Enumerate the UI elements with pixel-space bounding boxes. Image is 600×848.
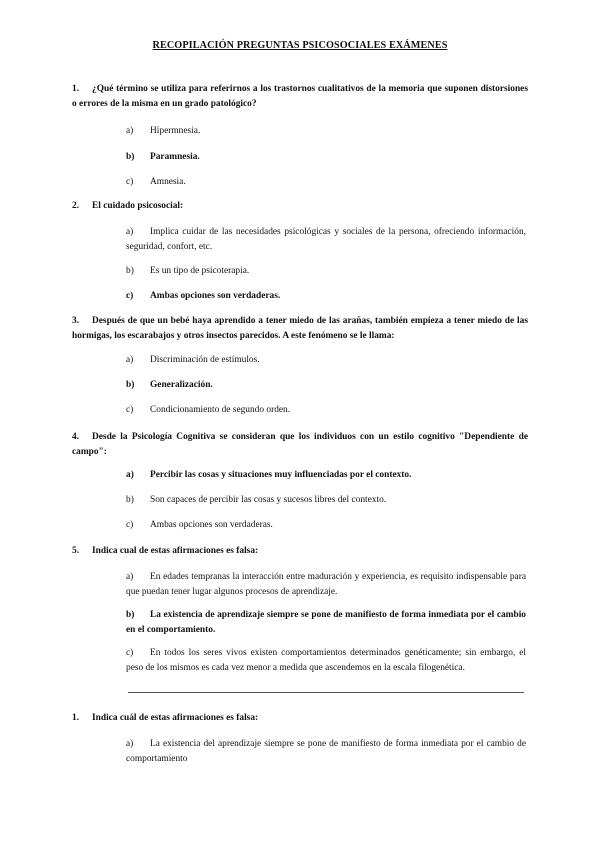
option-letter: b) bbox=[126, 380, 135, 390]
question-2 bbox=[72, 199, 528, 214]
question-number: 5. bbox=[72, 546, 80, 556]
question-number: 4. bbox=[72, 432, 80, 442]
option-3b bbox=[126, 378, 526, 393]
option-text: Hipermnesia. bbox=[150, 126, 201, 136]
question-6 bbox=[72, 711, 528, 726]
option-letter: a) bbox=[126, 739, 134, 749]
option-text: Discriminación de estímulos. bbox=[150, 355, 260, 365]
option-text: Generalización. bbox=[150, 380, 213, 390]
option-letter: a) bbox=[126, 227, 134, 237]
document-title: RECOPILACIÓN PREGUNTAS PSICOSOCIALES EXÁMENES bbox=[152, 40, 448, 51]
option-1c bbox=[126, 175, 526, 190]
option-text: La existencia de aprendizaje siempre se pone de manifiesto de forma inmediata por el cambio en el comportamiento. bbox=[126, 610, 526, 635]
option-text: Ambas opciones son verdaderas. bbox=[150, 291, 281, 301]
option-text: Es un tipo de psicoterapia. bbox=[150, 266, 250, 276]
question-number: 2. bbox=[72, 201, 80, 211]
option-text: Percibir las cosas y situaciones muy influenciadas por el contexto. bbox=[150, 470, 412, 480]
option-letter: b) bbox=[126, 495, 134, 505]
option-4a bbox=[126, 468, 526, 483]
option-2c bbox=[126, 289, 526, 304]
question-text: Desde la Psicología Cognitiva se consideran que los individuos con un estilo cognitivo "Dependiente de campo": bbox=[72, 432, 528, 457]
option-text: La existencia del aprendizaje siempre se pone de manifiesto de forma inmediata por el cambio de comportamiento bbox=[126, 739, 526, 764]
option-1b bbox=[126, 150, 526, 165]
option-3a bbox=[126, 353, 526, 368]
question-number: 1. bbox=[72, 84, 80, 94]
option-4b bbox=[126, 493, 526, 508]
option-5b bbox=[126, 608, 526, 637]
option-text: Ambas opciones son verdaderas. bbox=[150, 520, 273, 530]
option-6a bbox=[126, 737, 526, 766]
option-text: En edades tempranas la interacción entre maduración y experiencia, es requisito indispensable para que puedan tener lugar algunos procesos de aprendizaje. bbox=[126, 572, 526, 597]
option-text: Amnesia. bbox=[150, 177, 186, 187]
option-text: Paramnesia. bbox=[150, 152, 200, 162]
option-letter: b) bbox=[126, 152, 135, 162]
option-3c bbox=[126, 403, 526, 418]
option-text: Implica cuidar de las necesidades psicológicas y sociales de la persona, ofreciendo información, seguridad, confort, etc. bbox=[126, 227, 526, 252]
question-text: Indica cuál de estas afirmaciones es falsa: bbox=[92, 713, 259, 723]
option-letter: a) bbox=[126, 572, 134, 582]
option-text: Condicionamiento de segundo orden. bbox=[150, 405, 291, 415]
section-divider bbox=[128, 692, 524, 693]
option-5c bbox=[126, 646, 526, 675]
option-letter: c) bbox=[126, 648, 134, 658]
question-number: 1. bbox=[72, 713, 80, 723]
option-letter: a) bbox=[126, 126, 134, 136]
question-number: 3. bbox=[72, 316, 80, 326]
option-letter: c) bbox=[126, 520, 134, 530]
option-5a bbox=[126, 570, 526, 599]
question-1 bbox=[72, 82, 528, 111]
option-letter: a) bbox=[126, 470, 134, 480]
option-letter: c) bbox=[126, 291, 134, 301]
option-letter: b) bbox=[126, 266, 134, 276]
option-4c bbox=[126, 518, 526, 533]
option-text: Son capaces de percibir las cosas y sucesos libres del contexto. bbox=[150, 495, 387, 505]
question-text: ¿Qué término se utiliza para referirnos a los trastornos cualitativos de la memoria que suponen distorsiones o errores de la misma en un grado patológico? bbox=[72, 84, 528, 109]
question-text: El cuidado psicosocial: bbox=[92, 201, 184, 211]
option-letter: a) bbox=[126, 355, 134, 365]
option-text: En todos los seres vivos existen comportamientos determinados genéticamente; sin embargo, el peso de los mismos es cada vez menor a medida que ascendemos en la escala filogenética. bbox=[126, 648, 526, 673]
option-letter: c) bbox=[126, 177, 134, 187]
question-5 bbox=[72, 544, 528, 559]
option-letter: b) bbox=[126, 610, 135, 620]
option-2a bbox=[126, 225, 526, 254]
question-text: Indica cual de estas afirmaciones es falsa: bbox=[92, 546, 259, 556]
question-3 bbox=[72, 314, 528, 343]
option-letter: c) bbox=[126, 405, 134, 415]
option-1a bbox=[126, 124, 526, 139]
question-text: Después de que un bebé haya aprendido a tener miedo de las arañas, también empieza a tener miedo de las hormigas, los escarabajos y otros insectos parecidos. A este fenómeno se le llama: bbox=[72, 316, 528, 341]
question-4 bbox=[72, 430, 528, 459]
option-2b bbox=[126, 264, 526, 279]
